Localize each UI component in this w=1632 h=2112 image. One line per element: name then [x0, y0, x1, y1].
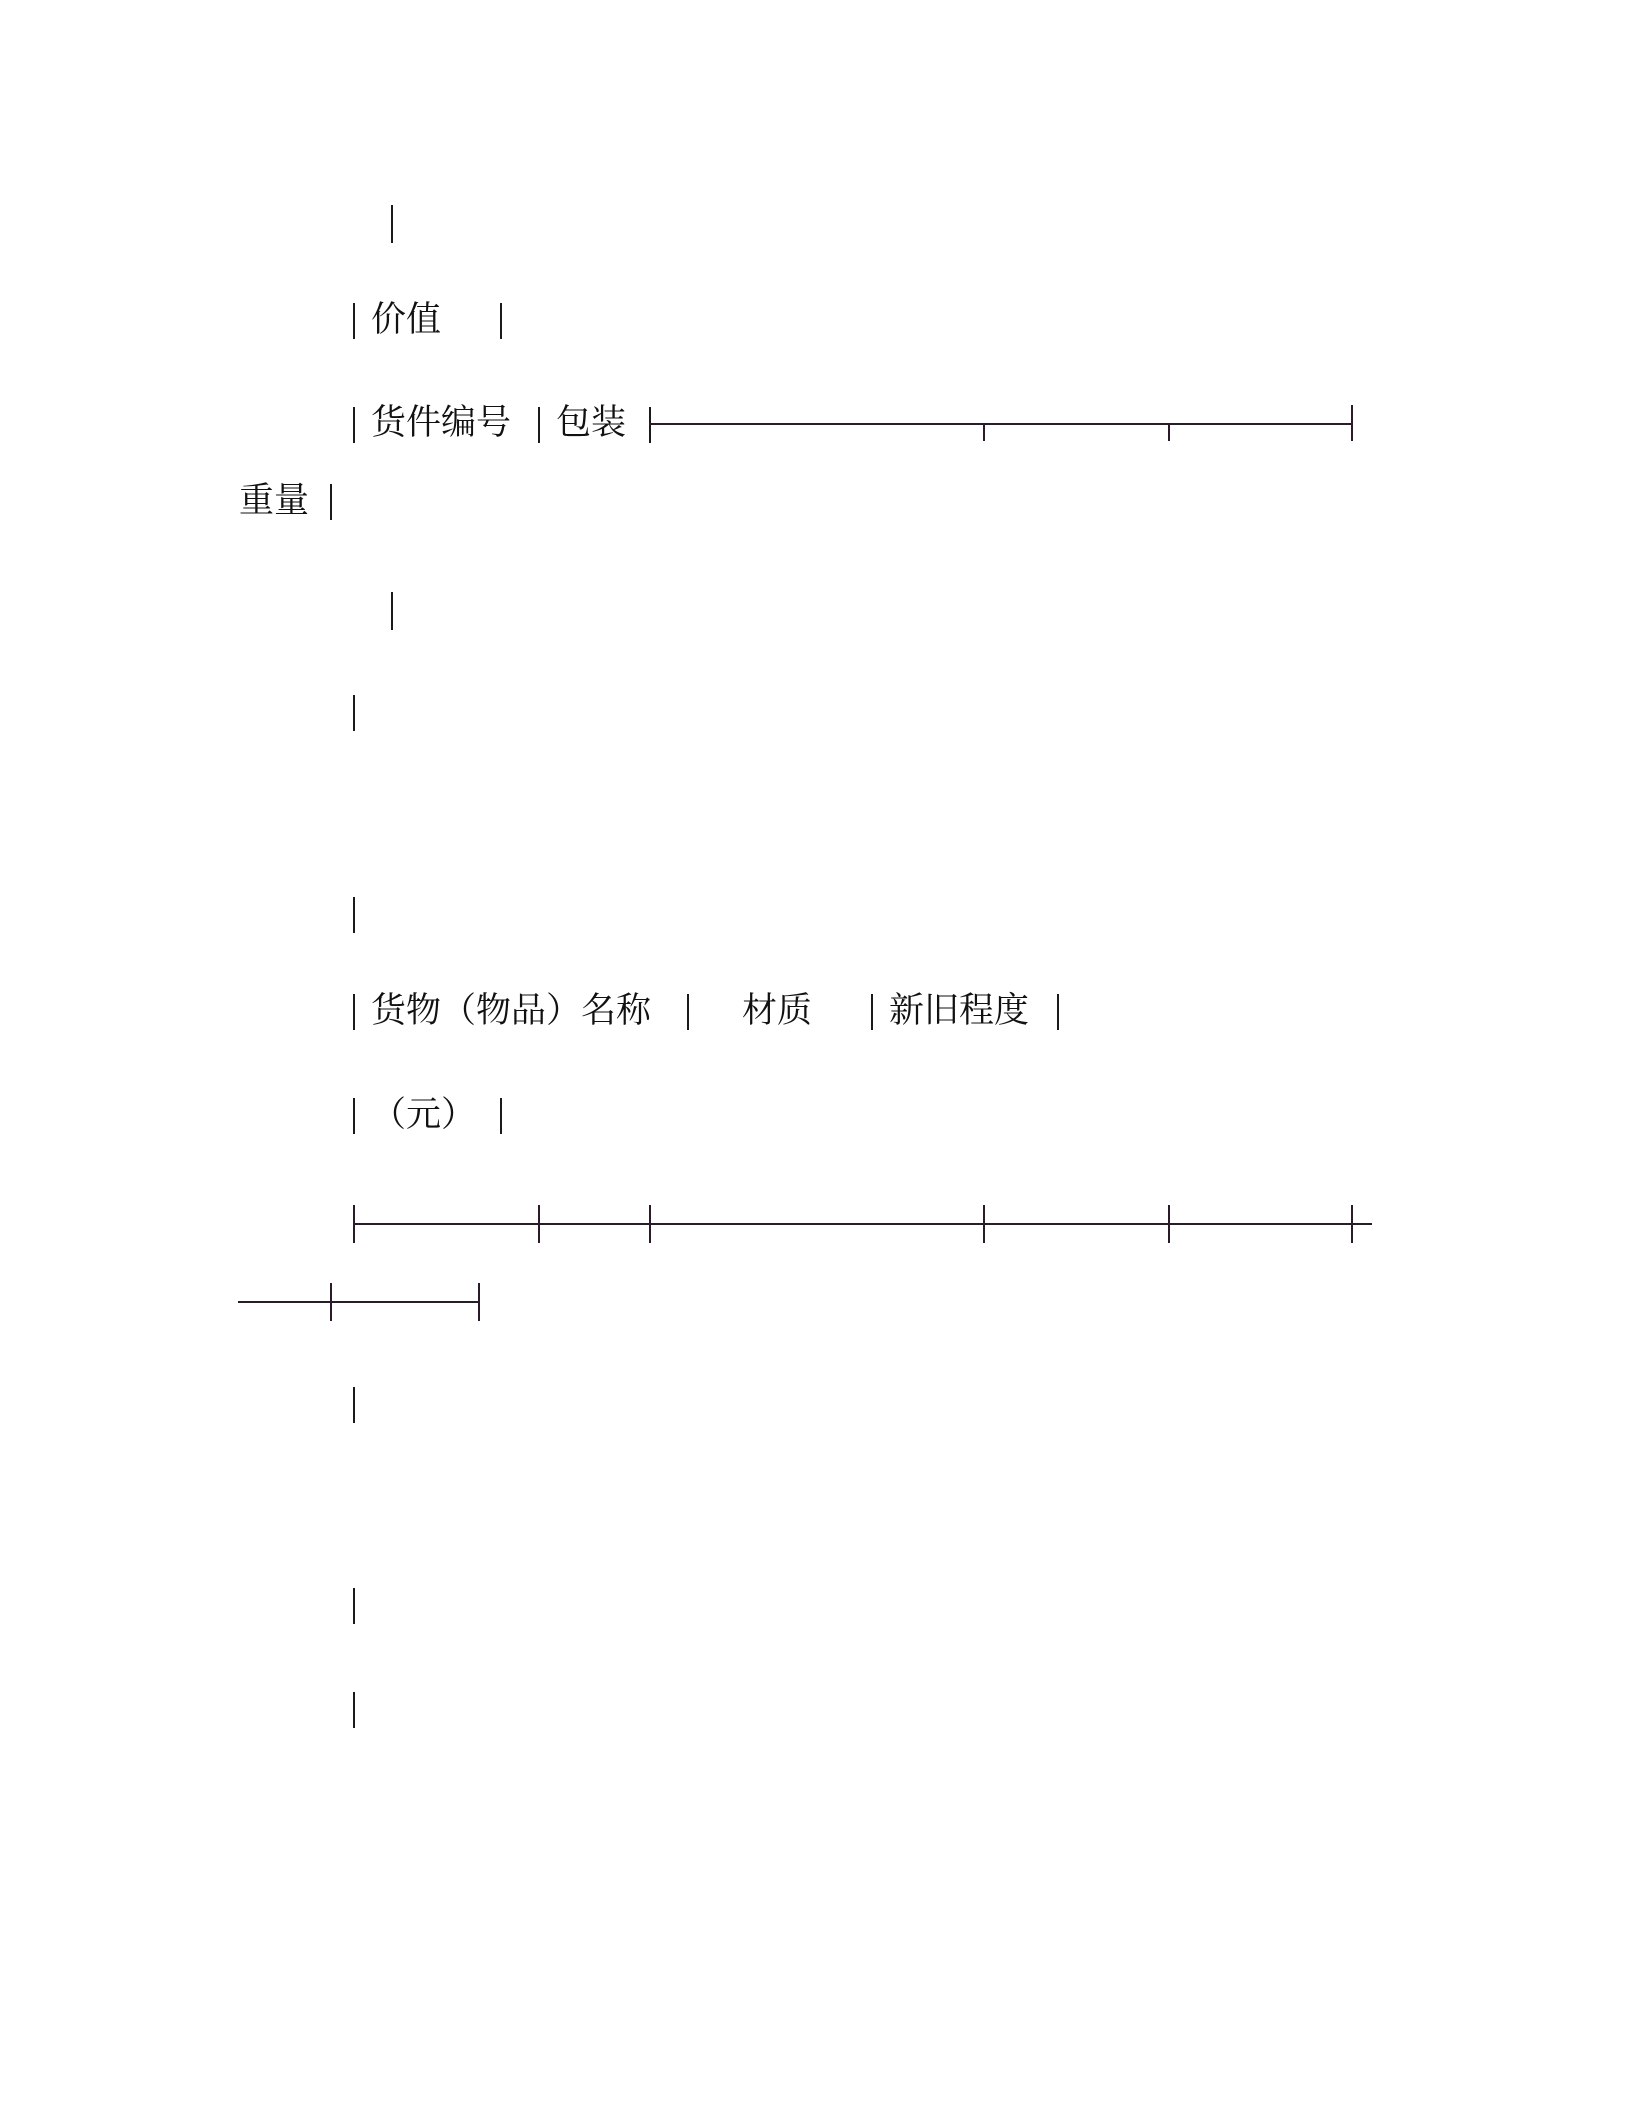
value-label: 价值 [371, 300, 442, 340]
currency-unit-label: （元） [371, 1095, 477, 1135]
table-border [353, 303, 355, 339]
table-border [391, 592, 393, 630]
table-border [353, 1098, 355, 1134]
table-border [500, 1098, 502, 1134]
table-border [391, 205, 393, 243]
goods-name-label: 货物（物品）名称 [371, 991, 652, 1031]
condition-label: 新旧程度 [889, 991, 1030, 1031]
table-border [353, 994, 355, 1030]
table-rule-tick [478, 1283, 480, 1321]
table-rule-tick [353, 1205, 355, 1243]
table-rule-tick [330, 1283, 332, 1321]
table-border [353, 695, 355, 731]
table-rule-tick [1351, 1205, 1353, 1243]
material-label: 材质 [742, 991, 813, 1031]
table-rule-tick [983, 423, 985, 441]
table-rule-tick [983, 1205, 985, 1243]
table-border [687, 994, 689, 1030]
table-border [649, 407, 651, 443]
table-rule-tick [1351, 405, 1353, 441]
package-label: 包装 [556, 403, 627, 443]
table-border [353, 407, 355, 443]
table-rule [238, 1301, 479, 1303]
table-border [353, 897, 355, 933]
table-border [330, 484, 332, 520]
table-border [538, 407, 540, 443]
table-rule [353, 1223, 1372, 1225]
table-rule-tick [538, 1205, 540, 1243]
table-border [1057, 994, 1059, 1030]
table-border [353, 1588, 355, 1624]
table-border [871, 994, 873, 1030]
table-rule-tick [1168, 1205, 1170, 1243]
table-rule-tick [1168, 423, 1170, 441]
table-border [500, 303, 502, 339]
weight-label: 重量 [239, 481, 310, 521]
table-border [353, 1692, 355, 1728]
table-rule [649, 423, 1352, 425]
item-number-label: 货件编号 [371, 403, 512, 443]
table-border [353, 1387, 355, 1423]
table-rule-tick [649, 1205, 651, 1243]
